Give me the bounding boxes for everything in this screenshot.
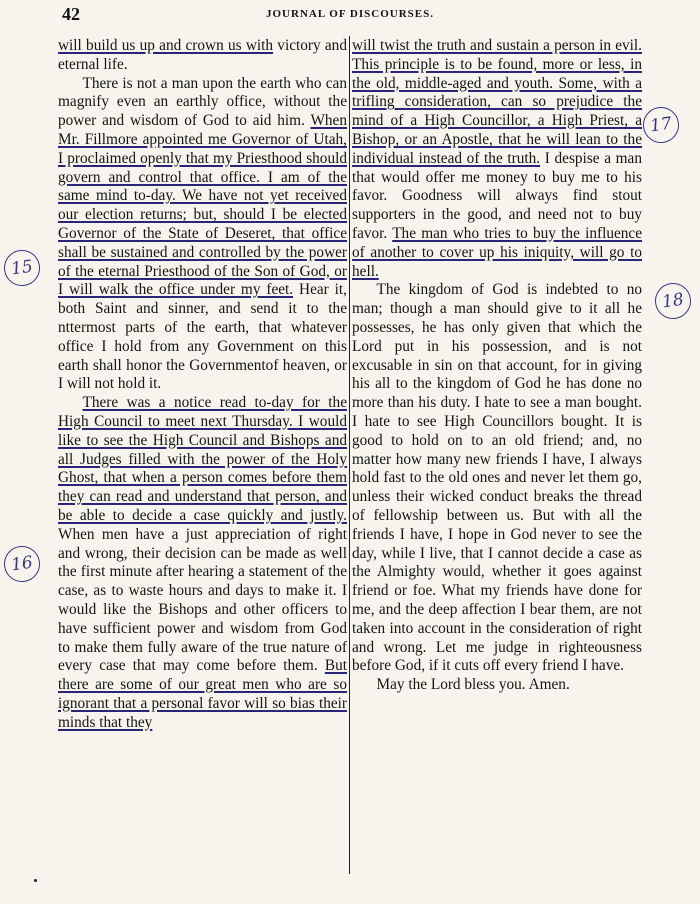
underlined-passage: will twist the truth and sustain a person in evil. This principle is to be found, more or less, in the old, middle-aged and youth. Some, with a trifling consideration, can so prejudice the mind of a High Councillor, a High Priest, a Bishop, or an Apostle, that he will lean to the individual instead of the truth. [352,37,642,167]
column-divider [349,36,350,874]
handwritten-note: 17 [641,105,682,146]
text-passage: When men have a just appreciation of right and wrong, their decision can be made as well the first minute after hearing a statement of the case, as to waste hours and days to make it. I would like the Bishops and other officers to have sufficient power and wisdom from God to make them fully aware of the true nature of every case that may come before them. [58,525,347,675]
underlined-passage: When Mr. Fillmore appointed me Governor of Utah, I proclaimed openly that my Priesthood should govern and control that office. I am of the same mind to-day. We have not yet received our election returns; but, should I be elected Governor of the State of Deseret, that office shall be sustained and controlled by the power of the eternal Priesthood of the Son of God, or I will walk the office under my feet. [58,112,347,299]
running-title: JOURNAL OF DISCOURSES. [266,8,434,20]
page-number: 42 [62,4,80,24]
paragraph [58,37,347,75]
paragraph [58,394,347,732]
right-column [352,37,642,695]
underlined-passage: But there are some of our great men who are so ignorant that a personal favor will so bias their minds that they [58,657,347,731]
paragraph: The kingdom of God is indebted to no man; though a man should give to it all he possesses, he has only given that which the Lord put in his possession, and is not excusable in sin on that account, for in giving his all to the kingdom of God he has done no more than his duty. I hate to see a man bought. I hate to see High Councillors bought. It is good to hold on to an old friend; and, no matter how many new friends I have, I always hold fast to the old ones and never let them go, unless their wicked conduct breaks the thread of fellowship between us. But with all the friends I have, I hope in God never to see the day, while I live, that I cannot decide a case as the Almighty would, whether it goes against friend or foe. What my friends have done for me, and the deep affection I bear them, are not taken into account in the consideration of right and wrong. Let me judge in righteousness before God, if it cuts off every friend I have. [352,281,642,675]
underlined-passage: The man who tries to buy the influence of another to cover up his iniquity, will go to hell. [352,224,642,280]
text-passage: victory and eternal life. [58,37,347,73]
paragraph [58,75,347,395]
underlined-passage: There was a notice read to-day for the High Council to meet next Thursday. I would like to see the High Council and Bishops and all Judges filled with the power of the Holy Ghost, that when a person comes before them they can read and understand that person, and be able to decide a case quickly and justly. [58,394,347,524]
handwritten-note: 18 [653,281,694,322]
closing-line: May the Lord bless you. Amen. [376,676,570,694]
left-column [58,37,347,732]
text-passage: I despise a man that would offer me money to buy me to his favor. Goodness will always find stout supporters in the good, and need not to buy favor. [352,149,642,242]
handwritten-note: 16 [2,544,43,585]
text-passage: There is not a man upon the earth who can magnify even an earthly office, without the power and wisdom of God to aid him. [58,74,347,130]
ink-speck [34,879,37,882]
handwritten-note: 15 [2,248,43,289]
page-header [60,4,640,26]
underlined-passage: will build us up and crown us with [58,37,274,54]
text-passage: Hear it, both Saint and sinner, and send it to the nttermost parts of the earth, that whatever office I hold from any Government on this earth shall honor the Governmentof heaven, or I will not hold it. [58,281,347,393]
paragraph [352,37,642,281]
